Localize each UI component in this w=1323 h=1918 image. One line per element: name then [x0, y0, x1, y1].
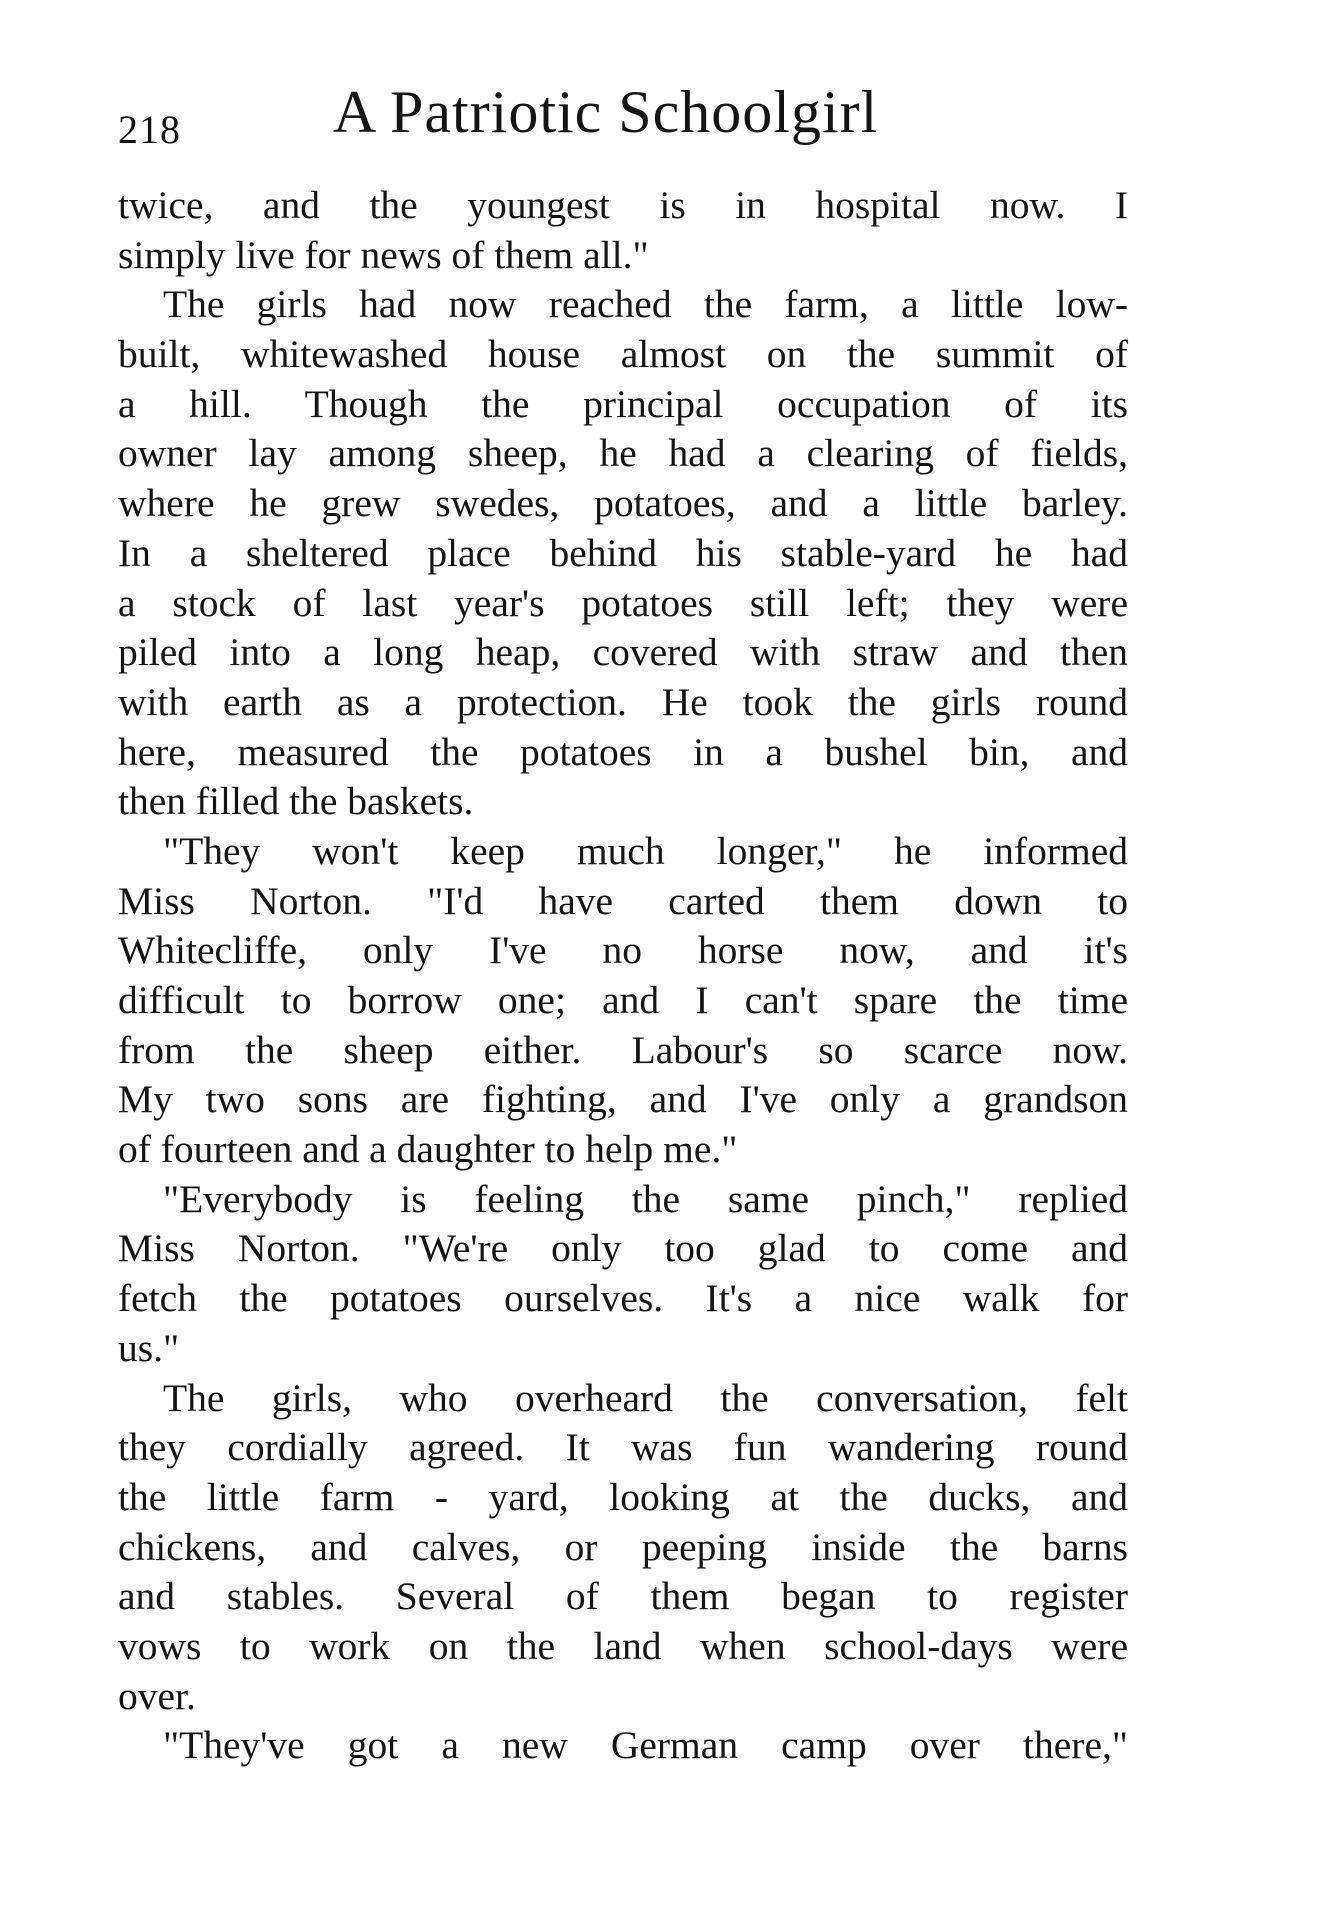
text-line: of fourteen and a daughter to help me.": [118, 1127, 738, 1172]
text-line: fetch the potatoes ourselves. It's a nice walk for: [118, 1276, 1128, 1321]
text-line: with earth as a protection. He took the girls round: [118, 679, 1128, 724]
text-line: the little farm - yard, looking at the ducks, and: [118, 1474, 1128, 1519]
text-line: The girls, who overheard the conversation, felt: [163, 1375, 1128, 1420]
text-line: a hill. Though the principal occupation of its: [118, 381, 1128, 426]
text-line: where he grew swedes, potatoes, and a little barley.: [118, 481, 1128, 526]
text-line: Miss Norton. "I'd have carted them down to: [118, 878, 1128, 923]
text-line: and stables. Several of them began to register: [118, 1574, 1128, 1619]
text-line: twice, and the youngest is in hospital now. I: [118, 183, 1128, 227]
text-line: here, measured the potatoes in a bushel bin, and: [118, 729, 1128, 774]
text-line: In a sheltered place behind his stable-yard he had: [118, 530, 1128, 575]
text-line: "They won't keep much longer," he informed: [163, 828, 1128, 873]
body-text: [118, 181, 1128, 1771]
text-line: "They've got a new German camp over there,": [163, 1723, 1128, 1768]
text-line: Miss Norton. "We're only too glad to come and: [118, 1226, 1128, 1271]
text-line: built, whitewashed house almost on the summit of: [118, 332, 1128, 377]
text-line: over.: [118, 1673, 196, 1718]
text-line: then filled the baskets.: [118, 779, 474, 824]
text-line: simply live for news of them all.": [118, 232, 649, 277]
text-line: from the sheep either. Labour's so scarce now.: [118, 1027, 1128, 1072]
text-line: chickens, and calves, or peeping inside the barns: [118, 1524, 1128, 1569]
text-line: piled into a long heap, covered with straw and then: [118, 630, 1128, 675]
text-line: a stock of last year's potatoes still left; they were: [118, 580, 1128, 625]
text-line: vows to work on the land when school-days were: [118, 1623, 1128, 1668]
text-line: us.": [118, 1325, 180, 1370]
text-line: "Everybody is feeling the same pinch," replied: [163, 1176, 1128, 1221]
text-line: My two sons are fighting, and I've only a grandson: [118, 1077, 1128, 1122]
running-title: A Patriotic Schoolgirl: [333, 79, 879, 145]
page-header: [118, 78, 1128, 158]
page-number: 218: [118, 107, 181, 152]
text-line: owner lay among sheep, he had a clearing of fields,: [118, 431, 1128, 476]
text-line: they cordially agreed. It was fun wandering round: [118, 1425, 1128, 1470]
text-line: difficult to borrow one; and I can't spare the time: [118, 978, 1128, 1022]
text-line: The girls had now reached the farm, a little low-: [163, 282, 1128, 327]
text-line: Whitecliffe, only I've no horse now, and it's: [118, 928, 1128, 973]
